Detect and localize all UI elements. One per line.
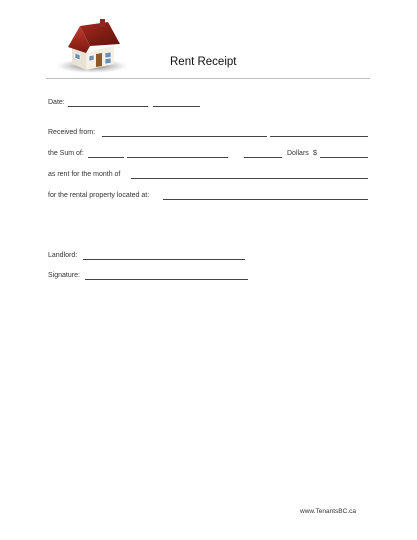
page-title: Rent Receipt — [170, 56, 237, 68]
header-divider — [46, 78, 370, 79]
received-from-label: Received from: — [48, 129, 96, 136]
dollar-sign: $ — [313, 150, 317, 157]
date-field[interactable] — [68, 106, 148, 107]
amount-field[interactable] — [320, 157, 368, 158]
signature-field[interactable] — [85, 279, 248, 280]
received-from-field[interactable] — [102, 136, 267, 137]
signature-label: Signature: — [48, 272, 80, 279]
footer-url: www.TenantsBC.ca — [300, 508, 356, 515]
sum-label: the Sum of: — [48, 150, 84, 157]
dollars-label: Dollars — [287, 150, 309, 157]
received-from-field-2[interactable] — [270, 136, 368, 137]
sum-field-1[interactable] — [88, 157, 124, 158]
landlord-field[interactable] — [83, 259, 245, 260]
landlord-label: Landlord: — [48, 252, 78, 259]
date-year-field[interactable] — [153, 106, 200, 107]
rent-month-label: as rent for the month of — [48, 171, 121, 178]
property-label: for the rental property located at: — [48, 192, 150, 199]
sum-field-3[interactable] — [244, 157, 282, 158]
rent-month-field[interactable] — [131, 178, 368, 179]
property-address-field[interactable] — [163, 199, 368, 200]
sum-field-2[interactable] — [127, 157, 228, 158]
house-logo-icon — [50, 16, 130, 76]
date-label: Date: — [48, 99, 65, 106]
